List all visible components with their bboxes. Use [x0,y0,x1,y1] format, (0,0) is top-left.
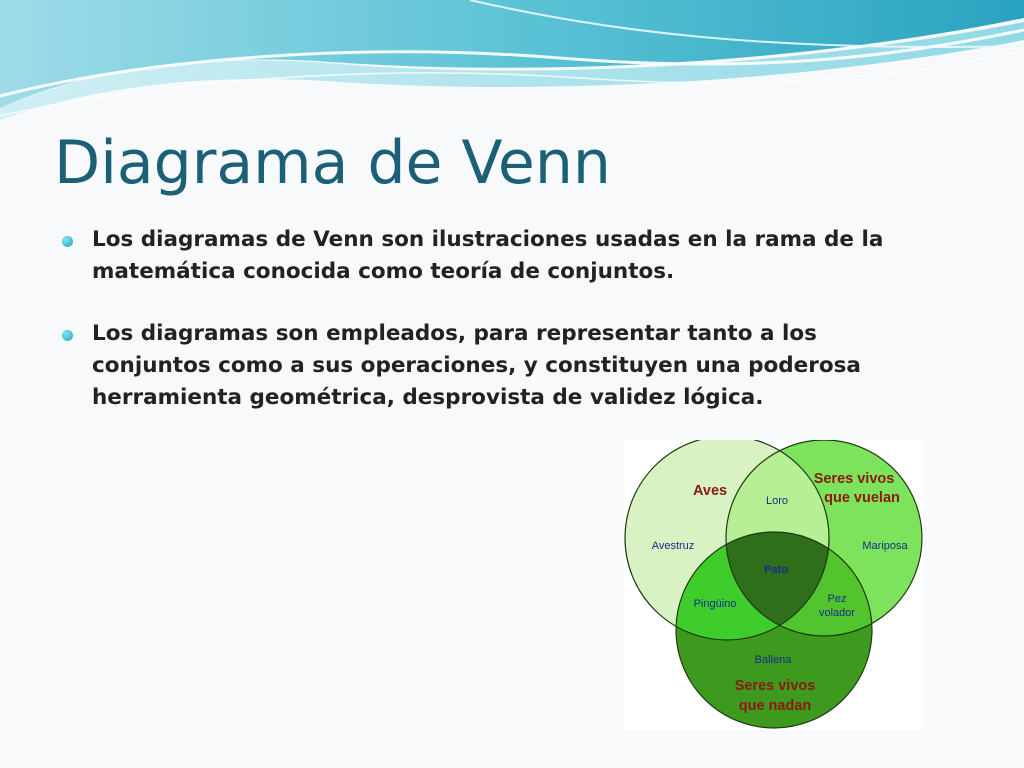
venn-diagram-graphic [624,440,924,730]
venn-diagram [624,440,924,730]
element-pez-1: Pez [827,593,847,605]
slide-title: Diagrama de Venn [54,128,611,198]
header-wave-decoration [0,0,1024,130]
bullet-dot-icon [62,236,73,247]
bullet-text: Los diagramas de Venn son ilustraciones usadas en la rama de la matemática conocida como teoría de conjuntos. [92,227,884,284]
element-pato: Pato [764,564,788,576]
bullet-list [62,224,942,444]
element-ballena: Ballena [754,654,792,666]
element-mariposa: Mariposa [862,540,908,552]
bullet-item [62,224,942,288]
bullet-item [62,318,942,414]
set-label-vuelan-2: que vuelan [824,490,900,506]
element-pez-2: volador [818,607,856,619]
set-label-nadan-2: que nadan [738,698,812,714]
bullet-dot-icon [62,330,73,341]
set-label-vuelan-1: Seres vivos [813,471,895,487]
element-pinguino: Pingüino [693,598,737,610]
element-avestruz: Avestruz [651,540,695,552]
set-label-nadan-1: Seres vivos [734,678,816,694]
element-loro: Loro [765,495,789,507]
set-label-aves: Aves [693,483,728,499]
bullet-text: Los diagramas son empleados, para representar tanto a los conjuntos como a sus operaciones, y constituyen una poderosa herramienta geométrica, desprovista de validez lógica. [92,321,861,410]
